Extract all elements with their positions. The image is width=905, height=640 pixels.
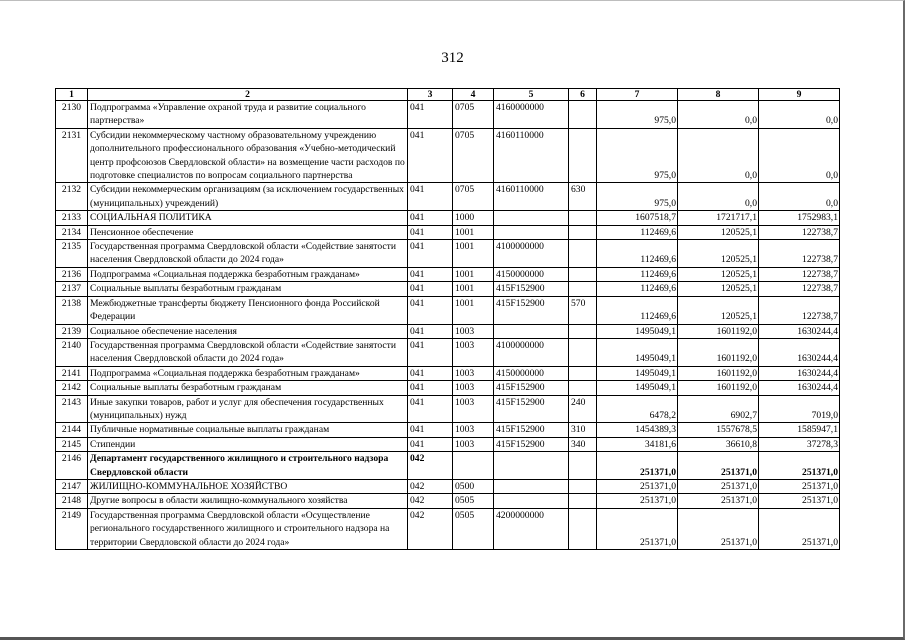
row-number: 2132 <box>56 183 88 211</box>
row-target-code: 4150000000 <box>494 366 569 380</box>
row-amount-3: 251371,0 <box>759 494 840 508</box>
row-number: 2136 <box>56 267 88 281</box>
row-ministry-code: 041 <box>408 437 453 451</box>
row-amount-3: 122738,7 <box>759 225 840 239</box>
row-name: Государственная программа Свердловской области «Осуществление регионального государственного жилищного и строительного надзора на территории Свердловской области до 2024 года» <box>88 508 408 549</box>
row-amount-1: 975,0 <box>597 128 678 183</box>
row-amount-3: 1630244,4 <box>759 366 840 380</box>
row-name: Стипендии <box>88 437 408 451</box>
row-name: Подпрограмма «Социальная поддержка безработным гражданам» <box>88 267 408 281</box>
table-row <box>56 452 840 480</box>
row-ministry-code: 041 <box>408 211 453 225</box>
row-target-code: 4150000000 <box>494 267 569 281</box>
row-expense-type <box>569 381 597 395</box>
row-target-code <box>494 225 569 239</box>
row-name: Пенсионное обеспечение <box>88 225 408 239</box>
table-row <box>56 366 840 380</box>
row-section-code: 1001 <box>453 282 494 296</box>
row-name: Социальные выплаты безработным гражданам <box>88 381 408 395</box>
row-ministry-code: 041 <box>408 366 453 380</box>
row-name: Межбюджетные трансферты бюджету Пенсионного фонда Российской Федерации <box>88 296 408 324</box>
row-ministry-code: 041 <box>408 381 453 395</box>
table-row <box>56 267 840 281</box>
row-target-code <box>494 324 569 338</box>
row-amount-1: 251371,0 <box>597 452 678 480</box>
row-target-code <box>494 479 569 493</box>
row-ministry-code: 041 <box>408 128 453 183</box>
row-number: 2145 <box>56 437 88 451</box>
row-target-code <box>494 494 569 508</box>
row-amount-1: 1454389,3 <box>597 423 678 437</box>
row-expense-type <box>569 452 597 480</box>
row-expense-type <box>569 101 597 129</box>
row-section-code: 0505 <box>453 494 494 508</box>
row-section-code: 0705 <box>453 183 494 211</box>
row-amount-2: 251371,0 <box>678 508 759 549</box>
table-row <box>56 508 840 549</box>
row-amount-1: 112469,6 <box>597 225 678 239</box>
row-target-code <box>494 211 569 225</box>
row-target-code: 415F152900 <box>494 381 569 395</box>
row-expense-type: 630 <box>569 183 597 211</box>
row-target-code: 415F152900 <box>494 395 569 423</box>
table-row <box>56 225 840 239</box>
row-section-code: 0505 <box>453 508 494 549</box>
table-row <box>56 240 840 268</box>
row-ministry-code: 041 <box>408 423 453 437</box>
row-number: 2144 <box>56 423 88 437</box>
row-ministry-code: 041 <box>408 395 453 423</box>
row-expense-type <box>569 508 597 549</box>
row-number: 2133 <box>56 211 88 225</box>
row-amount-1: 1495049,1 <box>597 366 678 380</box>
budget-body <box>56 101 840 550</box>
row-section-code: 1003 <box>453 366 494 380</box>
col-header: 8 <box>678 89 759 101</box>
row-number: 2135 <box>56 240 88 268</box>
row-amount-1: 1495049,1 <box>597 381 678 395</box>
row-expense-type <box>569 338 597 366</box>
row-amount-3: 0,0 <box>759 128 840 183</box>
row-expense-type <box>569 366 597 380</box>
row-amount-3: 251371,0 <box>759 452 840 480</box>
row-amount-2: 120525,1 <box>678 282 759 296</box>
row-amount-2: 1601192,0 <box>678 324 759 338</box>
row-expense-type: 570 <box>569 296 597 324</box>
row-target-code: 4160000000 <box>494 101 569 129</box>
page-number: 312 <box>441 50 464 66</box>
row-number: 2138 <box>56 296 88 324</box>
table-row <box>56 381 840 395</box>
row-amount-2: 36610,8 <box>678 437 759 451</box>
table-row <box>56 338 840 366</box>
row-ministry-code: 041 <box>408 101 453 129</box>
row-number: 2149 <box>56 508 88 549</box>
row-amount-2: 1721717,1 <box>678 211 759 225</box>
row-expense-type <box>569 324 597 338</box>
row-target-code: 4160110000 <box>494 183 569 211</box>
row-expense-type <box>569 225 597 239</box>
col-header: 9 <box>759 89 840 101</box>
row-target-code: 415F152900 <box>494 282 569 296</box>
row-ministry-code: 041 <box>408 282 453 296</box>
row-section-code: 1003 <box>453 437 494 451</box>
table-row <box>56 324 840 338</box>
row-number: 2140 <box>56 338 88 366</box>
row-ministry-code: 041 <box>408 225 453 239</box>
row-target-code: 4100000000 <box>494 240 569 268</box>
row-amount-3: 0,0 <box>759 183 840 211</box>
row-amount-3: 251371,0 <box>759 508 840 549</box>
row-amount-3: 1630244,4 <box>759 324 840 338</box>
row-name: Подпрограмма «Управление охраной труда и развитие социального партнерства» <box>88 101 408 129</box>
row-amount-3: 7019,0 <box>759 395 840 423</box>
row-amount-3: 1752983,1 <box>759 211 840 225</box>
table-row <box>56 101 840 129</box>
row-expense-type <box>569 282 597 296</box>
row-amount-2: 251371,0 <box>678 479 759 493</box>
row-amount-3: 122738,7 <box>759 267 840 281</box>
table-row <box>56 437 840 451</box>
row-amount-1: 6478,2 <box>597 395 678 423</box>
row-amount-1: 112469,6 <box>597 296 678 324</box>
row-amount-1: 112469,6 <box>597 267 678 281</box>
row-amount-2: 6902,7 <box>678 395 759 423</box>
row-amount-2: 1601192,0 <box>678 338 759 366</box>
table-row <box>56 282 840 296</box>
row-number: 2130 <box>56 101 88 129</box>
col-header: 4 <box>453 89 494 101</box>
row-amount-2: 1557678,5 <box>678 423 759 437</box>
row-amount-1: 975,0 <box>597 183 678 211</box>
row-target-code: 4160110000 <box>494 128 569 183</box>
row-name: СОЦИАЛЬНАЯ ПОЛИТИКА <box>88 211 408 225</box>
row-name: Социальное обеспечение населения <box>88 324 408 338</box>
row-amount-2: 251371,0 <box>678 494 759 508</box>
row-section-code: 1001 <box>453 240 494 268</box>
row-section-code: 1001 <box>453 296 494 324</box>
table-row <box>56 183 840 211</box>
row-expense-type: 340 <box>569 437 597 451</box>
row-expense-type <box>569 240 597 268</box>
row-name: Социальные выплаты безработным гражданам <box>88 282 408 296</box>
budget-table <box>55 88 840 550</box>
header-row <box>56 89 840 101</box>
row-ministry-code: 041 <box>408 324 453 338</box>
row-section-code: 1003 <box>453 395 494 423</box>
row-section-code: 0500 <box>453 479 494 493</box>
row-name: Иные закупки товаров, работ и услуг для обеспечения государственных (муниципальных) нужд <box>88 395 408 423</box>
row-amount-2: 1601192,0 <box>678 381 759 395</box>
row-amount-3: 122738,7 <box>759 282 840 296</box>
col-header: 1 <box>56 89 88 101</box>
row-number: 2134 <box>56 225 88 239</box>
row-amount-2: 120525,1 <box>678 240 759 268</box>
row-ministry-code: 041 <box>408 338 453 366</box>
row-amount-2: 120525,1 <box>678 296 759 324</box>
row-expense-type: 240 <box>569 395 597 423</box>
row-section-code: 1003 <box>453 338 494 366</box>
row-amount-2: 1601192,0 <box>678 366 759 380</box>
row-section-code: 1003 <box>453 324 494 338</box>
row-target-code: 415F152900 <box>494 296 569 324</box>
row-target-code <box>494 452 569 480</box>
row-amount-1: 34181,6 <box>597 437 678 451</box>
row-amount-3: 0,0 <box>759 101 840 129</box>
row-number: 2139 <box>56 324 88 338</box>
row-amount-1: 1495049,1 <box>597 324 678 338</box>
row-amount-3: 1585947,1 <box>759 423 840 437</box>
row-name: Государственная программа Свердловской области «Содействие занятости населения Свердловской области до 2024 года» <box>88 240 408 268</box>
row-number: 2137 <box>56 282 88 296</box>
row-amount-3: 122738,7 <box>759 240 840 268</box>
row-section-code: 1001 <box>453 225 494 239</box>
row-name: Другие вопросы в области жилищно-коммунального хозяйства <box>88 494 408 508</box>
row-amount-1: 251371,0 <box>597 508 678 549</box>
row-ministry-code: 042 <box>408 508 453 549</box>
row-ministry-code: 041 <box>408 183 453 211</box>
table-row <box>56 423 840 437</box>
row-section-code: 0705 <box>453 128 494 183</box>
row-expense-type <box>569 128 597 183</box>
row-amount-2: 0,0 <box>678 128 759 183</box>
row-section-code: 1003 <box>453 423 494 437</box>
row-amount-3: 1630244,4 <box>759 381 840 395</box>
table-row <box>56 128 840 183</box>
row-expense-type <box>569 267 597 281</box>
row-number: 2148 <box>56 494 88 508</box>
row-number: 2143 <box>56 395 88 423</box>
row-section-code: 1001 <box>453 267 494 281</box>
col-header: 7 <box>597 89 678 101</box>
row-amount-1: 251371,0 <box>597 494 678 508</box>
row-ministry-code: 041 <box>408 267 453 281</box>
row-ministry-code: 042 <box>408 479 453 493</box>
row-amount-1: 1495049,1 <box>597 338 678 366</box>
table-row <box>56 296 840 324</box>
row-expense-type: 310 <box>569 423 597 437</box>
table-row <box>56 494 840 508</box>
col-header: 5 <box>494 89 569 101</box>
row-amount-3: 37278,3 <box>759 437 840 451</box>
row-amount-1: 112469,6 <box>597 240 678 268</box>
row-number: 2131 <box>56 128 88 183</box>
row-number: 2146 <box>56 452 88 480</box>
row-amount-1: 251371,0 <box>597 479 678 493</box>
table-row <box>56 479 840 493</box>
row-target-code: 4200000000 <box>494 508 569 549</box>
row-number: 2147 <box>56 479 88 493</box>
row-number: 2142 <box>56 381 88 395</box>
row-amount-2: 120525,1 <box>678 225 759 239</box>
row-expense-type <box>569 479 597 493</box>
row-section-code: 1000 <box>453 211 494 225</box>
row-expense-type <box>569 211 597 225</box>
row-section-code <box>453 452 494 480</box>
row-ministry-code: 041 <box>408 296 453 324</box>
row-amount-3: 122738,7 <box>759 296 840 324</box>
row-ministry-code: 042 <box>408 452 453 480</box>
row-amount-1: 975,0 <box>597 101 678 129</box>
row-amount-2: 0,0 <box>678 101 759 129</box>
table-row <box>56 395 840 423</box>
row-ministry-code: 041 <box>408 240 453 268</box>
row-target-code: 4100000000 <box>494 338 569 366</box>
row-section-code: 1003 <box>453 381 494 395</box>
row-name: ЖИЛИЩНО-КОММУНАЛЬНОЕ ХОЗЯЙСТВО <box>88 479 408 493</box>
row-number: 2141 <box>56 366 88 380</box>
row-name: Подпрограмма «Социальная поддержка безработным гражданам» <box>88 366 408 380</box>
row-name: Государственная программа Свердловской области «Содействие занятости населения Свердловской области до 2024 года» <box>88 338 408 366</box>
row-ministry-code: 042 <box>408 494 453 508</box>
row-amount-2: 0,0 <box>678 183 759 211</box>
row-amount-1: 1607518,7 <box>597 211 678 225</box>
row-name: Департамент государственного жилищного и строительного надзора Свердловской области <box>88 452 408 480</box>
row-amount-2: 120525,1 <box>678 267 759 281</box>
row-name: Субсидии некоммерческим организациям (за исключением государственных (муниципальных) учреждений) <box>88 183 408 211</box>
col-header: 3 <box>408 89 453 101</box>
row-section-code: 0705 <box>453 101 494 129</box>
row-expense-type <box>569 494 597 508</box>
col-header: 6 <box>569 89 597 101</box>
row-name: Публичные нормативные социальные выплаты гражданам <box>88 423 408 437</box>
col-header: 2 <box>88 89 408 101</box>
row-amount-3: 251371,0 <box>759 479 840 493</box>
table-row <box>56 211 840 225</box>
row-target-code: 415F152900 <box>494 437 569 451</box>
row-amount-2: 251371,0 <box>678 452 759 480</box>
row-name: Субсидии некоммерческому частному образовательному учреждению дополнительного профессионального образования «Учебно-методический центр профсоюзов Свердловской области» на возмещение части расходов по подготовке специалистов по вопросам социального партнерства <box>88 128 408 183</box>
row-amount-1: 112469,6 <box>597 282 678 296</box>
row-target-code: 415F152900 <box>494 423 569 437</box>
row-amount-3: 1630244,4 <box>759 338 840 366</box>
